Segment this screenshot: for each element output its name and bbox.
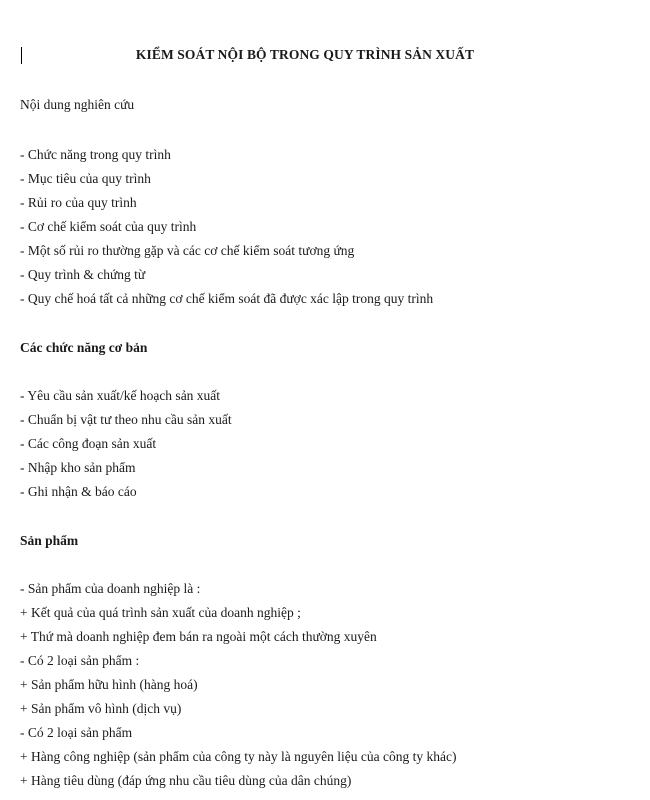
product-item: - Có 2 loại sản phẩm	[20, 725, 133, 740]
research-heading: Nội dung nghiên cứu	[20, 97, 135, 112]
function-item: - Ghi nhận & báo cáo	[20, 484, 137, 499]
product-item: + Thứ mà doanh nghiệp đem bán ra ngoài một cách thường xuyên	[20, 629, 377, 644]
functions-heading: Các chức năng cơ bản	[20, 340, 148, 355]
research-item: - Một số rủi ro thường gặp và các cơ chế kiểm soát tương ứng	[20, 243, 355, 258]
function-item: - Nhập kho sản phẩm	[20, 460, 136, 475]
research-item: - Quy trình & chứng từ	[20, 267, 146, 282]
research-item: - Chức năng trong quy trình	[20, 147, 171, 162]
product-item: + Kết quả của quá trình sản xuất của doanh nghiệp ;	[20, 605, 301, 620]
product-item: + Sản phẩm hữu hình (hàng hoá)	[20, 677, 198, 692]
product-item: - Có 2 loại sản phẩm :	[20, 653, 140, 668]
document-title	[0, 47, 560, 63]
product-item: + Hàng công nghiệp (sản phẩm của công ty này là nguyên liệu của công ty khác)	[20, 749, 457, 764]
product-item: + Sản phẩm vô hình (dịch vụ)	[20, 701, 182, 716]
product-item: + Hàng tiêu dùng (đáp ứng nhu cầu tiêu dùng của dân chúng)	[20, 773, 352, 788]
document-title-text: KIỂM SOÁT NỘI BỘ TRONG QUY TRÌNH SẢN XUẤT	[135, 47, 475, 62]
function-item: - Yêu cầu sản xuất/kế hoạch sản xuất	[20, 388, 221, 403]
function-item: - Các công đoạn sản xuất	[20, 436, 157, 451]
function-item: - Chuẩn bị vật tư theo nhu cầu sản xuất	[20, 412, 232, 427]
product-item: - Sản phẩm của doanh nghiệp là :	[20, 581, 201, 596]
research-item: - Cơ chế kiểm soát của quy trình	[20, 219, 197, 234]
research-item: - Rủi ro của quy trình	[20, 195, 137, 210]
research-item: - Mục tiêu của quy trình	[20, 171, 151, 186]
research-item: - Quy chế hoá tất cả những cơ chế kiểm soát đã được xác lập trong quy trình	[20, 291, 434, 306]
products-heading: Sản phẩm	[20, 533, 79, 548]
